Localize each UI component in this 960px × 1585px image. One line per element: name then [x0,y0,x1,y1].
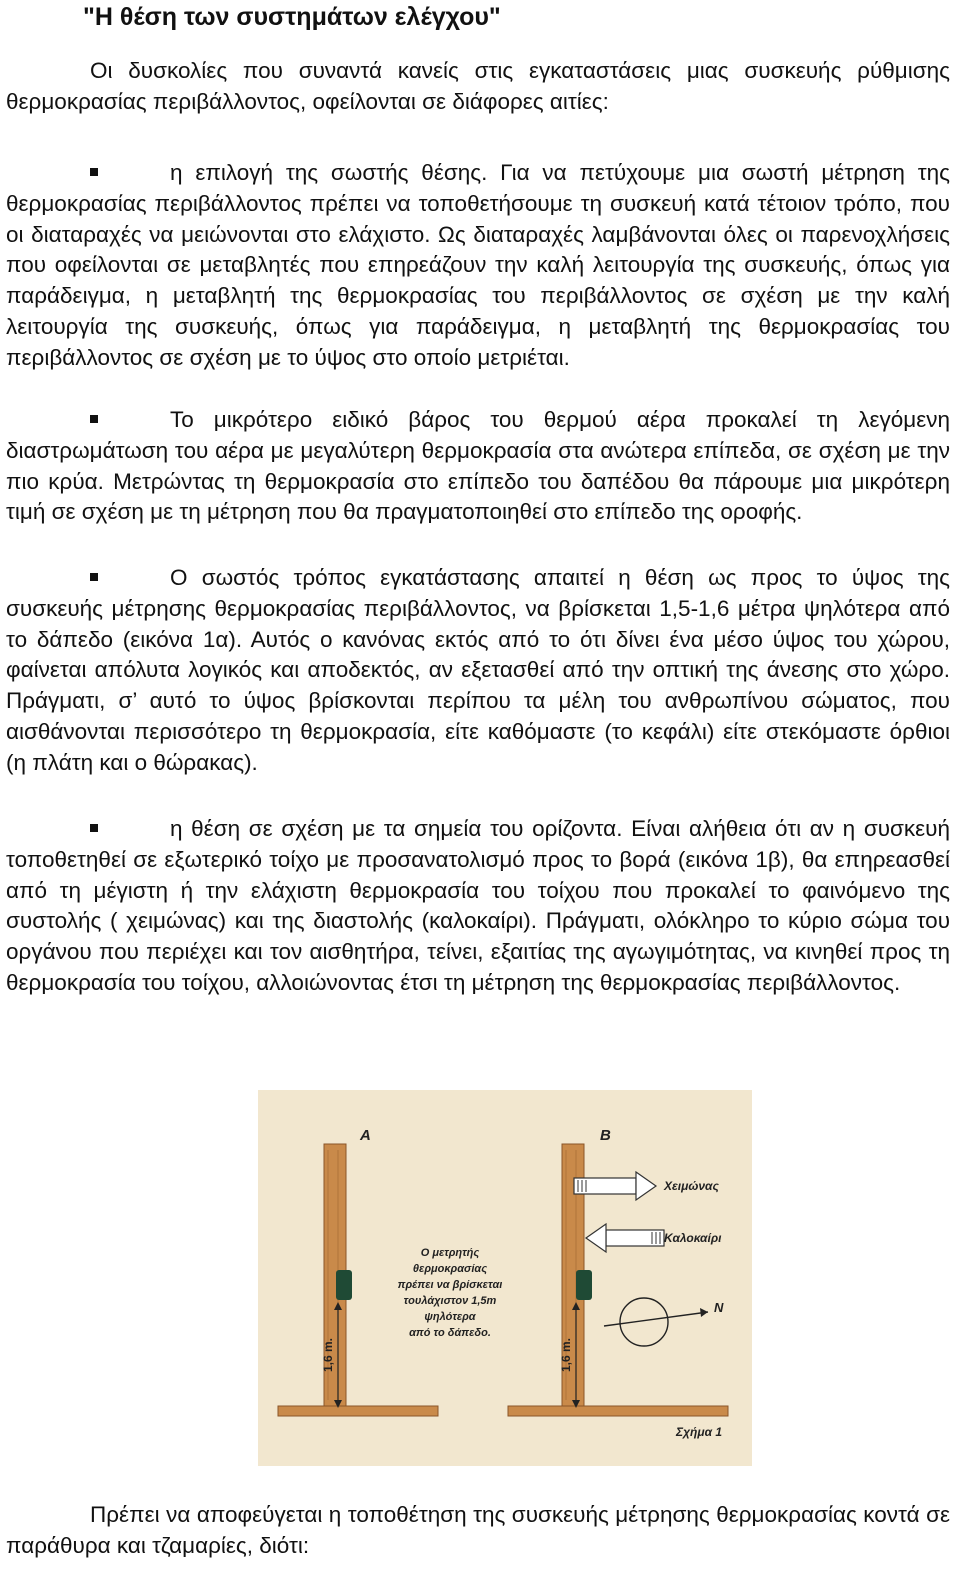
caption-line: Ο μετρητής [420,1247,480,1259]
floor-b [508,1406,728,1416]
thermostat-a [336,1270,352,1300]
bullet-text: η επιλογή της σωστής θέσης. Για να πετύχουμε μια σωστή μέτρηση της θερμοκρασίας περιβάλλοντος πρέπει να τοποθετήσουμε τη συσκευή κατά τέτοιον τρόπο, που οι διαταραχές να μειώνονται στο ελάχιστο. Ως διαταραχές λαμβάνονται όλες οι παρενοχλήσεις που οφείλονται σε μεταβλητές που επηρεάζουν την καλή λειτουργία της συσκευής, όπως για παράδειγμα, η μεταβλητή της θερμοκρασίας του περιβάλλοντος σε σχέση με την καλή λειτουργία της συσκευής, όπως για παράδειγμα, η μεταβλητή της θερμοκρασίας του περιβάλλοντος σε σχέση με το ύψος στο οποίο μετριέται. [6,160,950,370]
bullet-marker [90,415,98,423]
bullet-marker [90,824,98,832]
bullet-item-position [6,158,950,374]
bullet-item-stratification [6,405,950,528]
bullet-item-installation-height [6,563,950,779]
intro-paragraph: Οι δυσκολίες που συναντά κανείς στις εγκαταστάσεις μιας συσκευής ρύθμισης θερμοκρασίας περιβάλλοντος, οφείλονται σε διάφορες αιτίες: [6,58,950,114]
bullet-text: Ο σωστός τρόπος εγκατάστασης απαιτεί η θέση ως προς το ύψος της συσκευής μέτρησης θερμοκρασίας περιβάλλοντος, να βρίσκεται 1,5-1,6 μέτρα ψηλότερα από το δάπεδο (εικόνα 1α). Αυτός ο κανόνας εκτός από το ότι δίνει ένα μέσο ύψος του χώρου, φαίνεται απόλυτα λογικός και αποδεκτός, αν εξετασθεί από την οπτική της άνεσης στο χώρο. Πράγματι, σ’ αυτό το ύψος βρίσκονται περίπου τα μέλη του ανθρωπίνου σώματος, που αισθάνονται περισσότερο τη θερμοκρασία, είτε καθόμαστε (το κεφάλι) είτε στεκόμαστε όρθιοι (η πλάτη και ο θώρακας). [6,565,950,775]
bullet-marker [90,168,98,176]
wall-b-label: B [600,1127,611,1144]
summer-label: Καλοκαίρι [664,1231,722,1245]
figure-thermostat-placement [258,1090,752,1466]
caption-line: ψηλότερα [424,1311,476,1323]
closing-paragraph: Πρέπει να αποφεύγεται η τοποθέτηση της συσκευής μέτρησης θερμοκρασίας κοντά σε παράθυρα και τζαμαρίες, διότι: [6,1502,950,1558]
document-title: "Η θέση των συστημάτων ελέγχου" [83,3,501,31]
bullet-item-orientation [6,814,950,999]
thermostat-b [576,1270,592,1300]
bullet-text: η θέση σε σχέση με τα σημεία του ορίζοντα. Είναι αλήθεια ότι αν η συσκευή τοποθετηθεί σε εξωτερικό τοίχο με προσανατολισμό προς το βορά (εικόνα 1β), θα επηρεασθεί από τη μέγιστη ή την ελάχιστη θερμοκρασία του τοίχου που προκαλεί το φαινόμενο της συστολής ( χειμώνας) και της διαστολής (καλοκαίρι). Πράγματι, ολόκληρο το κύριο σώμα του οργάνου που περιέχει και τον αισθητήρα, τείνει, εξαιτίας της αγωγιμότητας, να κινηθεί προς τη θερμοκρασία του τοίχου, αλλοιώνοντας έτσι τη μέτρηση της θερμοκρασίας περιβάλλοντος. [6,816,950,995]
caption-line: θερμοκρασίας [412,1263,488,1275]
bullet-text: Το μικρότερο ειδικό βάρος του θερμού αέρα προκαλεί τη λεγόμενη διαστρωμάτωση του αέρα με μεγαλύτερη θερμοκρασία στα ανώτερα επίπεδα, σε σχέση με την πιο κρύα. Μετρώντας τη θερμοκρασία στο επίπεδο του δαπέδου θα πάρουμε μια μικρότερη τιμή σε σχέση με τη μέτρηση που θα πραγματοποιηθεί στο επίπεδο της οροφής. [6,407,950,525]
caption-line: τουλάχιστον 1,5m [403,1295,497,1307]
height-b-label: 1,6 m. [559,1337,573,1372]
figure-number-label: Σχήμα 1 [676,1425,723,1439]
height-a-label: 1,6 m. [321,1337,335,1372]
caption-line: πρέπει να βρίσκεται [397,1279,503,1291]
north-label: N [714,1300,724,1315]
wall-a-label: A [360,1127,371,1144]
floor-a [278,1406,438,1416]
bullet-marker [90,573,98,581]
caption-line: από το δάπεδο. [409,1327,491,1339]
winter-label: Χειμώνας [664,1179,719,1193]
